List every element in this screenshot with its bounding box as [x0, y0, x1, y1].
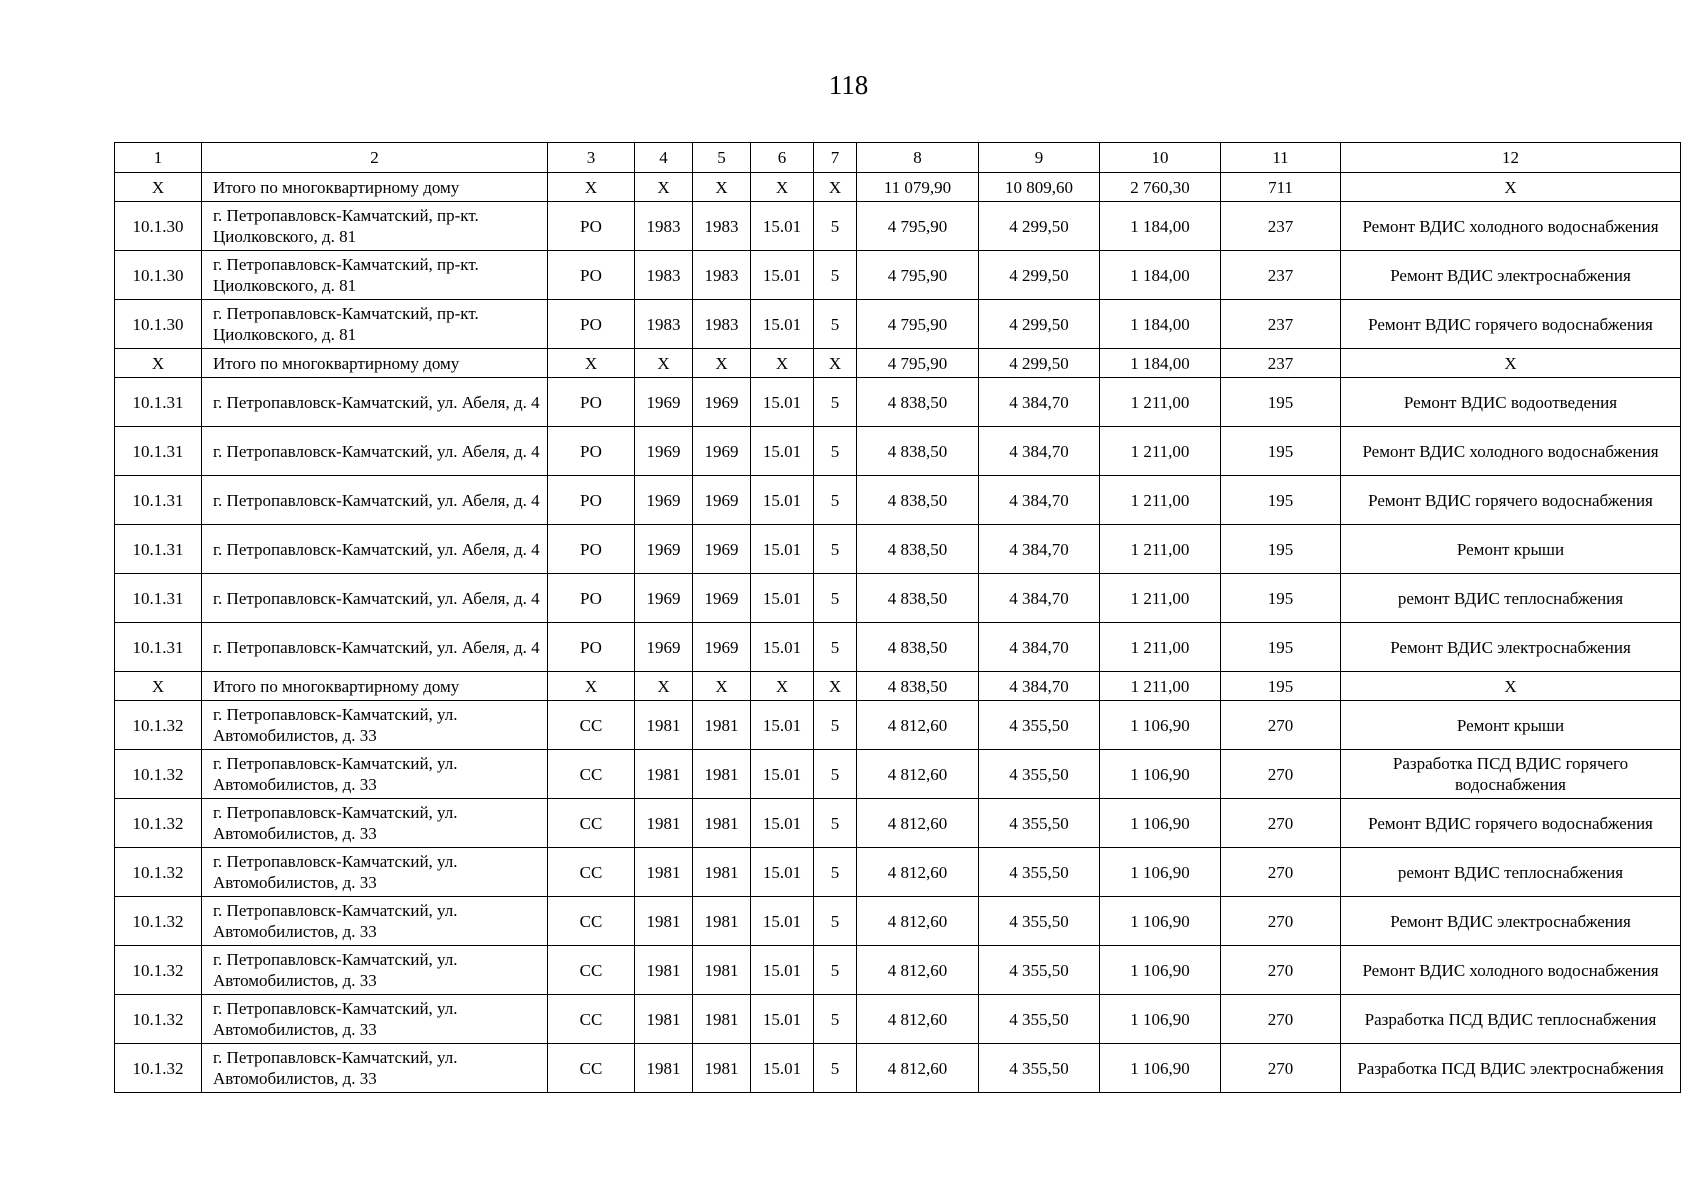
cell-col-code: 15.01: [751, 202, 814, 251]
cell-col-code: 15.01: [751, 574, 814, 623]
cell-col-living-area: 4 384,70: [979, 672, 1100, 701]
cell-col-year-commission: 1983: [693, 202, 751, 251]
cell-col-work-type: Ремонт крыши: [1341, 701, 1681, 750]
cell-col-year-commission: 1969: [693, 623, 751, 672]
cell-col-residents: 237: [1221, 251, 1341, 300]
cell-col-total-area: 4 812,60: [857, 799, 979, 848]
cell-col-type: СС: [548, 848, 635, 897]
cell-col-residents: 11: [1221, 143, 1341, 173]
cell-col-living-area: 10 809,60: [979, 173, 1100, 202]
table-row: [115, 897, 1681, 946]
cell-col-residents: 195: [1221, 574, 1341, 623]
cell-col-year-commission: 1981: [693, 750, 751, 799]
table-row: [115, 701, 1681, 750]
cell-col-address: г. Петропавловск-Камчатский, ул. Автомобилистов, д. 33: [202, 897, 548, 946]
cell-col-work-type: Разработка ПСД ВДИС горячего водоснабжения: [1341, 750, 1681, 799]
cell-col-year-commission: X: [693, 173, 751, 202]
cell-col-year-commission: X: [693, 349, 751, 378]
cell-col-floors: X: [814, 173, 857, 202]
cell-col-type: РО: [548, 623, 635, 672]
cell-col-work-type: ремонт ВДИС теплоснабжения: [1341, 848, 1681, 897]
cell-col-living-area: 4 384,70: [979, 525, 1100, 574]
cell-col-code: 15.01: [751, 897, 814, 946]
cell-col-nonliving-area: 1 211,00: [1100, 525, 1221, 574]
cell-col-work-type: Ремонт ВДИС горячего водоснабжения: [1341, 799, 1681, 848]
cell-col-address: г. Петропавловск-Камчатский, ул. Абеля, д. 4: [202, 623, 548, 672]
cell-col-work-type: 12: [1341, 143, 1681, 173]
cell-col-floors: 5: [814, 848, 857, 897]
cell-col-total-area: 4 838,50: [857, 623, 979, 672]
table-row: [115, 202, 1681, 251]
capital-repair-table: [114, 142, 1681, 1093]
cell-col-nonliving-area: 1 211,00: [1100, 476, 1221, 525]
cell-col-living-area: 4 384,70: [979, 574, 1100, 623]
table-row: [115, 574, 1681, 623]
cell-col-year-built: 1969: [635, 623, 693, 672]
cell-col-nonliving-area: 1 184,00: [1100, 202, 1221, 251]
cell-col-total-area: 4 812,60: [857, 1044, 979, 1093]
cell-col-residents: 270: [1221, 848, 1341, 897]
cell-col-total-area: 4 838,50: [857, 525, 979, 574]
cell-col-year-built: 1969: [635, 476, 693, 525]
cell-col-year-commission: 1969: [693, 476, 751, 525]
cell-col-year-built: 1981: [635, 1044, 693, 1093]
cell-col-total-area: 4 812,60: [857, 750, 979, 799]
cell-col-residents: 270: [1221, 1044, 1341, 1093]
cell-col-living-area: 4 384,70: [979, 378, 1100, 427]
cell-col-living-area: 4 384,70: [979, 623, 1100, 672]
cell-col-address: 2: [202, 143, 548, 173]
cell-col-code: 15.01: [751, 300, 814, 349]
cell-col-year-commission: 1969: [693, 525, 751, 574]
cell-col-living-area: 4 384,70: [979, 427, 1100, 476]
cell-col-nonliving-area: 10: [1100, 143, 1221, 173]
cell-col-year-commission: 5: [693, 143, 751, 173]
cell-col-code: 15.01: [751, 378, 814, 427]
cell-col-total-area: 4 795,90: [857, 300, 979, 349]
table-total-row: [115, 173, 1681, 202]
cell-col-living-area: 4 355,50: [979, 750, 1100, 799]
table-row: [115, 799, 1681, 848]
cell-col-floors: 5: [814, 623, 857, 672]
cell-col-floors: 5: [814, 1044, 857, 1093]
cell-col-nonliving-area: 1 184,00: [1100, 349, 1221, 378]
cell-col-code: X: [751, 173, 814, 202]
cell-col-floors: 5: [814, 897, 857, 946]
cell-col-address: г. Петропавловск-Камчатский, ул. Абеля, д. 4: [202, 574, 548, 623]
table-row: [115, 848, 1681, 897]
cell-col-code: 15.01: [751, 623, 814, 672]
cell-col-nonliving-area: 1 211,00: [1100, 672, 1221, 701]
cell-col-residents: 195: [1221, 525, 1341, 574]
cell-col-nonliving-area: 2 760,30: [1100, 173, 1221, 202]
table-row: [115, 251, 1681, 300]
cell-col-number: 10.1.32: [115, 946, 202, 995]
cell-col-address: г. Петропавловск-Камчатский, ул. Автомобилистов, д. 33: [202, 799, 548, 848]
cell-col-nonliving-area: 1 106,90: [1100, 995, 1221, 1044]
cell-col-residents: 237: [1221, 202, 1341, 251]
cell-col-type: РО: [548, 202, 635, 251]
cell-col-total-area: 4 838,50: [857, 476, 979, 525]
cell-col-floors: X: [814, 672, 857, 701]
cell-col-residents: 237: [1221, 349, 1341, 378]
cell-col-total-area: 4 812,60: [857, 897, 979, 946]
cell-col-number: 10.1.31: [115, 623, 202, 672]
cell-col-total-area: 4 812,60: [857, 946, 979, 995]
cell-col-number: 10.1.32: [115, 701, 202, 750]
cell-col-residents: 195: [1221, 476, 1341, 525]
cell-col-residents: 270: [1221, 701, 1341, 750]
cell-col-residents: 270: [1221, 750, 1341, 799]
table-row: [115, 476, 1681, 525]
page-number: 118: [828, 70, 869, 100]
cell-col-work-type: Ремонт ВДИС холодного водоснабжения: [1341, 202, 1681, 251]
cell-col-year-commission: 1981: [693, 799, 751, 848]
cell-col-code: X: [751, 672, 814, 701]
cell-col-number: X: [115, 349, 202, 378]
cell-col-work-type: Ремонт ВДИС электроснабжения: [1341, 897, 1681, 946]
cell-col-year-commission: 1983: [693, 251, 751, 300]
table-row: [115, 427, 1681, 476]
cell-col-number: 10.1.31: [115, 427, 202, 476]
cell-col-year-built: 1981: [635, 701, 693, 750]
cell-col-work-type: Ремонт ВДИС холодного водоснабжения: [1341, 427, 1681, 476]
cell-col-number: 10.1.31: [115, 574, 202, 623]
cell-col-year-commission: 1983: [693, 300, 751, 349]
cell-col-work-type: X: [1341, 672, 1681, 701]
cell-col-number: 10.1.30: [115, 251, 202, 300]
table-total-row: [115, 672, 1681, 701]
cell-col-residents: 237: [1221, 300, 1341, 349]
cell-col-year-built: 1983: [635, 202, 693, 251]
cell-col-number: 10.1.32: [115, 750, 202, 799]
cell-col-living-area: 4 355,50: [979, 701, 1100, 750]
cell-col-floors: 5: [814, 300, 857, 349]
cell-col-living-area: 4 299,50: [979, 300, 1100, 349]
cell-col-residents: 195: [1221, 672, 1341, 701]
cell-col-nonliving-area: 1 184,00: [1100, 300, 1221, 349]
cell-col-residents: 270: [1221, 995, 1341, 1044]
table-row: [115, 946, 1681, 995]
cell-col-floors: 5: [814, 525, 857, 574]
cell-col-type: РО: [548, 378, 635, 427]
cell-col-total-area: 4 812,60: [857, 848, 979, 897]
cell-col-year-built: 4: [635, 143, 693, 173]
cell-col-type: X: [548, 173, 635, 202]
cell-col-type: СС: [548, 995, 635, 1044]
cell-col-address: г. Петропавловск-Камчатский, ул. Автомобилистов, д. 33: [202, 946, 548, 995]
cell-col-living-area: 9: [979, 143, 1100, 173]
cell-col-year-commission: 1969: [693, 574, 751, 623]
cell-col-work-type: X: [1341, 349, 1681, 378]
cell-col-total-area: 4 838,50: [857, 427, 979, 476]
cell-col-number: 10.1.31: [115, 378, 202, 427]
cell-col-number: 10.1.31: [115, 525, 202, 574]
cell-col-code: 15.01: [751, 701, 814, 750]
cell-col-floors: 5: [814, 799, 857, 848]
cell-col-year-commission: X: [693, 672, 751, 701]
cell-col-living-area: 4 299,50: [979, 202, 1100, 251]
cell-col-total-area: 4 812,60: [857, 701, 979, 750]
cell-col-floors: 5: [814, 946, 857, 995]
cell-col-year-built: 1981: [635, 995, 693, 1044]
cell-col-residents: 270: [1221, 897, 1341, 946]
cell-col-residents: 195: [1221, 623, 1341, 672]
cell-col-nonliving-area: 1 184,00: [1100, 251, 1221, 300]
cell-col-work-type: Разработка ПСД ВДИС теплоснабжения: [1341, 995, 1681, 1044]
cell-col-nonliving-area: 1 106,90: [1100, 897, 1221, 946]
table-row: [115, 995, 1681, 1044]
cell-col-floors: 5: [814, 251, 857, 300]
cell-col-year-commission: 1981: [693, 848, 751, 897]
cell-col-residents: 195: [1221, 378, 1341, 427]
cell-col-type: СС: [548, 701, 635, 750]
cell-col-type: 3: [548, 143, 635, 173]
cell-col-type: СС: [548, 750, 635, 799]
cell-col-code: 15.01: [751, 525, 814, 574]
cell-col-floors: 5: [814, 476, 857, 525]
table-row: [115, 623, 1681, 672]
cell-col-number: 10.1.32: [115, 897, 202, 946]
cell-col-code: 15.01: [751, 848, 814, 897]
cell-col-address: Итого по многоквартирному дому: [202, 672, 548, 701]
cell-col-living-area: 4 299,50: [979, 251, 1100, 300]
cell-col-type: РО: [548, 427, 635, 476]
cell-col-work-type: X: [1341, 173, 1681, 202]
cell-col-number: 10.1.32: [115, 848, 202, 897]
cell-col-floors: X: [814, 349, 857, 378]
cell-col-floors: 7: [814, 143, 857, 173]
cell-col-year-built: 1981: [635, 946, 693, 995]
cell-col-year-commission: 1981: [693, 701, 751, 750]
table-body: [115, 143, 1681, 1093]
cell-col-nonliving-area: 1 106,90: [1100, 799, 1221, 848]
cell-col-year-built: X: [635, 173, 693, 202]
cell-col-year-commission: 1969: [693, 427, 751, 476]
cell-col-address: г. Петропавловск-Камчатский, ул. Автомобилистов, д. 33: [202, 995, 548, 1044]
cell-col-number: 10.1.32: [115, 995, 202, 1044]
cell-col-number: 10.1.30: [115, 202, 202, 251]
cell-col-nonliving-area: 1 211,00: [1100, 623, 1221, 672]
cell-col-type: СС: [548, 1044, 635, 1093]
cell-col-address: Итого по многоквартирному дому: [202, 173, 548, 202]
cell-col-number: 10.1.32: [115, 799, 202, 848]
cell-col-residents: 711: [1221, 173, 1341, 202]
cell-col-address: г. Петропавловск-Камчатский, пр-кт. Циолковского, д. 81: [202, 202, 548, 251]
cell-col-total-area: 4 838,50: [857, 378, 979, 427]
cell-col-floors: 5: [814, 574, 857, 623]
cell-col-work-type: Ремонт ВДИС холодного водоснабжения: [1341, 946, 1681, 995]
cell-col-work-type: Ремонт ВДИС электроснабжения: [1341, 251, 1681, 300]
cell-col-work-type: Ремонт ВДИС горячего водоснабжения: [1341, 300, 1681, 349]
cell-col-year-built: 1983: [635, 251, 693, 300]
cell-col-year-built: X: [635, 349, 693, 378]
cell-col-floors: 5: [814, 750, 857, 799]
cell-col-total-area: 4 795,90: [857, 202, 979, 251]
cell-col-type: РО: [548, 525, 635, 574]
cell-col-work-type: ремонт ВДИС теплоснабжения: [1341, 574, 1681, 623]
cell-col-number: 10.1.30: [115, 300, 202, 349]
table-row: [115, 525, 1681, 574]
cell-col-year-built: X: [635, 672, 693, 701]
cell-col-year-built: 1981: [635, 750, 693, 799]
cell-col-total-area: 8: [857, 143, 979, 173]
cell-col-residents: 195: [1221, 427, 1341, 476]
cell-col-address: г. Петропавловск-Камчатский, пр-кт. Циолковского, д. 81: [202, 300, 548, 349]
cell-col-year-built: 1969: [635, 574, 693, 623]
cell-col-total-area: 4 812,60: [857, 995, 979, 1044]
cell-col-address: г. Петропавловск-Камчатский, ул. Автомобилистов, д. 33: [202, 1044, 548, 1093]
cell-col-address: Итого по многоквартирному дому: [202, 349, 548, 378]
cell-col-year-built: 1969: [635, 525, 693, 574]
cell-col-floors: 5: [814, 701, 857, 750]
cell-col-work-type: Ремонт ВДИС электроснабжения: [1341, 623, 1681, 672]
cell-col-total-area: 4 838,50: [857, 574, 979, 623]
cell-col-address: г. Петропавловск-Камчатский, ул. Абеля, д. 4: [202, 378, 548, 427]
table-row: [115, 300, 1681, 349]
cell-col-year-built: 1981: [635, 799, 693, 848]
cell-col-number: 10.1.31: [115, 476, 202, 525]
cell-col-nonliving-area: 1 106,90: [1100, 701, 1221, 750]
cell-col-type: X: [548, 349, 635, 378]
cell-col-number: 1: [115, 143, 202, 173]
cell-col-type: РО: [548, 300, 635, 349]
cell-col-year-commission: 1981: [693, 946, 751, 995]
cell-col-nonliving-area: 1 211,00: [1100, 378, 1221, 427]
cell-col-nonliving-area: 1 106,90: [1100, 1044, 1221, 1093]
cell-col-address: г. Петропавловск-Камчатский, ул. Абеля, д. 4: [202, 427, 548, 476]
cell-col-type: СС: [548, 799, 635, 848]
cell-col-nonliving-area: 1 211,00: [1100, 427, 1221, 476]
cell-col-address: г. Петропавловск-Камчатский, пр-кт. Циолковского, д. 81: [202, 251, 548, 300]
cell-col-year-commission: 1981: [693, 1044, 751, 1093]
cell-col-number: 10.1.32: [115, 1044, 202, 1093]
cell-col-living-area: 4 384,70: [979, 476, 1100, 525]
cell-col-address: г. Петропавловск-Камчатский, ул. Автомобилистов, д. 33: [202, 750, 548, 799]
cell-col-work-type: Разработка ПСД ВДИС электроснабжения: [1341, 1044, 1681, 1093]
cell-col-code: 15.01: [751, 427, 814, 476]
cell-col-code: 6: [751, 143, 814, 173]
cell-col-year-commission: 1969: [693, 378, 751, 427]
cell-col-work-type: Ремонт ВДИС горячего водоснабжения: [1341, 476, 1681, 525]
cell-col-work-type: Ремонт ВДИС водоотведения: [1341, 378, 1681, 427]
cell-col-type: СС: [548, 897, 635, 946]
cell-col-year-built: 1981: [635, 897, 693, 946]
cell-col-code: X: [751, 349, 814, 378]
cell-col-living-area: 4 355,50: [979, 897, 1100, 946]
cell-col-code: 15.01: [751, 251, 814, 300]
cell-col-total-area: 4 838,50: [857, 672, 979, 701]
cell-col-nonliving-area: 1 106,90: [1100, 946, 1221, 995]
table-total-row: [115, 349, 1681, 378]
cell-col-type: X: [548, 672, 635, 701]
table-row: [115, 1044, 1681, 1093]
cell-col-code: 15.01: [751, 1044, 814, 1093]
cell-col-code: 15.01: [751, 750, 814, 799]
cell-col-year-built: 1983: [635, 300, 693, 349]
cell-col-floors: 5: [814, 995, 857, 1044]
cell-col-year-built: 1969: [635, 378, 693, 427]
cell-col-year-built: 1969: [635, 427, 693, 476]
cell-col-total-area: 4 795,90: [857, 251, 979, 300]
cell-col-living-area: 4 355,50: [979, 848, 1100, 897]
cell-col-code: 15.01: [751, 476, 814, 525]
cell-col-nonliving-area: 1 106,90: [1100, 848, 1221, 897]
cell-col-number: X: [115, 672, 202, 701]
cell-col-residents: 270: [1221, 799, 1341, 848]
cell-col-year-built: 1981: [635, 848, 693, 897]
cell-col-living-area: 4 355,50: [979, 995, 1100, 1044]
cell-col-nonliving-area: 1 106,90: [1100, 750, 1221, 799]
cell-col-total-area: 4 795,90: [857, 349, 979, 378]
cell-col-floors: 5: [814, 378, 857, 427]
cell-col-type: РО: [548, 251, 635, 300]
cell-col-address: г. Петропавловск-Камчатский, ул. Абеля, д. 4: [202, 476, 548, 525]
cell-col-living-area: 4 355,50: [979, 799, 1100, 848]
table-row: [115, 378, 1681, 427]
cell-col-total-area: 11 079,90: [857, 173, 979, 202]
cell-col-residents: 270: [1221, 946, 1341, 995]
cell-col-code: 15.01: [751, 799, 814, 848]
cell-col-address: г. Петропавловск-Камчатский, ул. Автомобилистов, д. 33: [202, 848, 548, 897]
cell-col-floors: 5: [814, 427, 857, 476]
cell-col-type: СС: [548, 946, 635, 995]
table-row: [115, 750, 1681, 799]
cell-col-year-commission: 1981: [693, 897, 751, 946]
cell-col-code: 15.01: [751, 995, 814, 1044]
cell-col-code: 15.01: [751, 946, 814, 995]
cell-col-year-commission: 1981: [693, 995, 751, 1044]
cell-col-floors: 5: [814, 202, 857, 251]
cell-col-living-area: 4 299,50: [979, 349, 1100, 378]
cell-col-work-type: Ремонт крыши: [1341, 525, 1681, 574]
cell-col-type: РО: [548, 476, 635, 525]
cell-col-address: г. Петропавловск-Камчатский, ул. Автомобилистов, д. 33: [202, 701, 548, 750]
cell-col-nonliving-area: 1 211,00: [1100, 574, 1221, 623]
cell-col-living-area: 4 355,50: [979, 946, 1100, 995]
cell-col-living-area: 4 355,50: [979, 1044, 1100, 1093]
cell-col-number: X: [115, 173, 202, 202]
cell-col-type: РО: [548, 574, 635, 623]
table-header-row: [115, 143, 1681, 173]
cell-col-address: г. Петропавловск-Камчатский, ул. Абеля, д. 4: [202, 525, 548, 574]
